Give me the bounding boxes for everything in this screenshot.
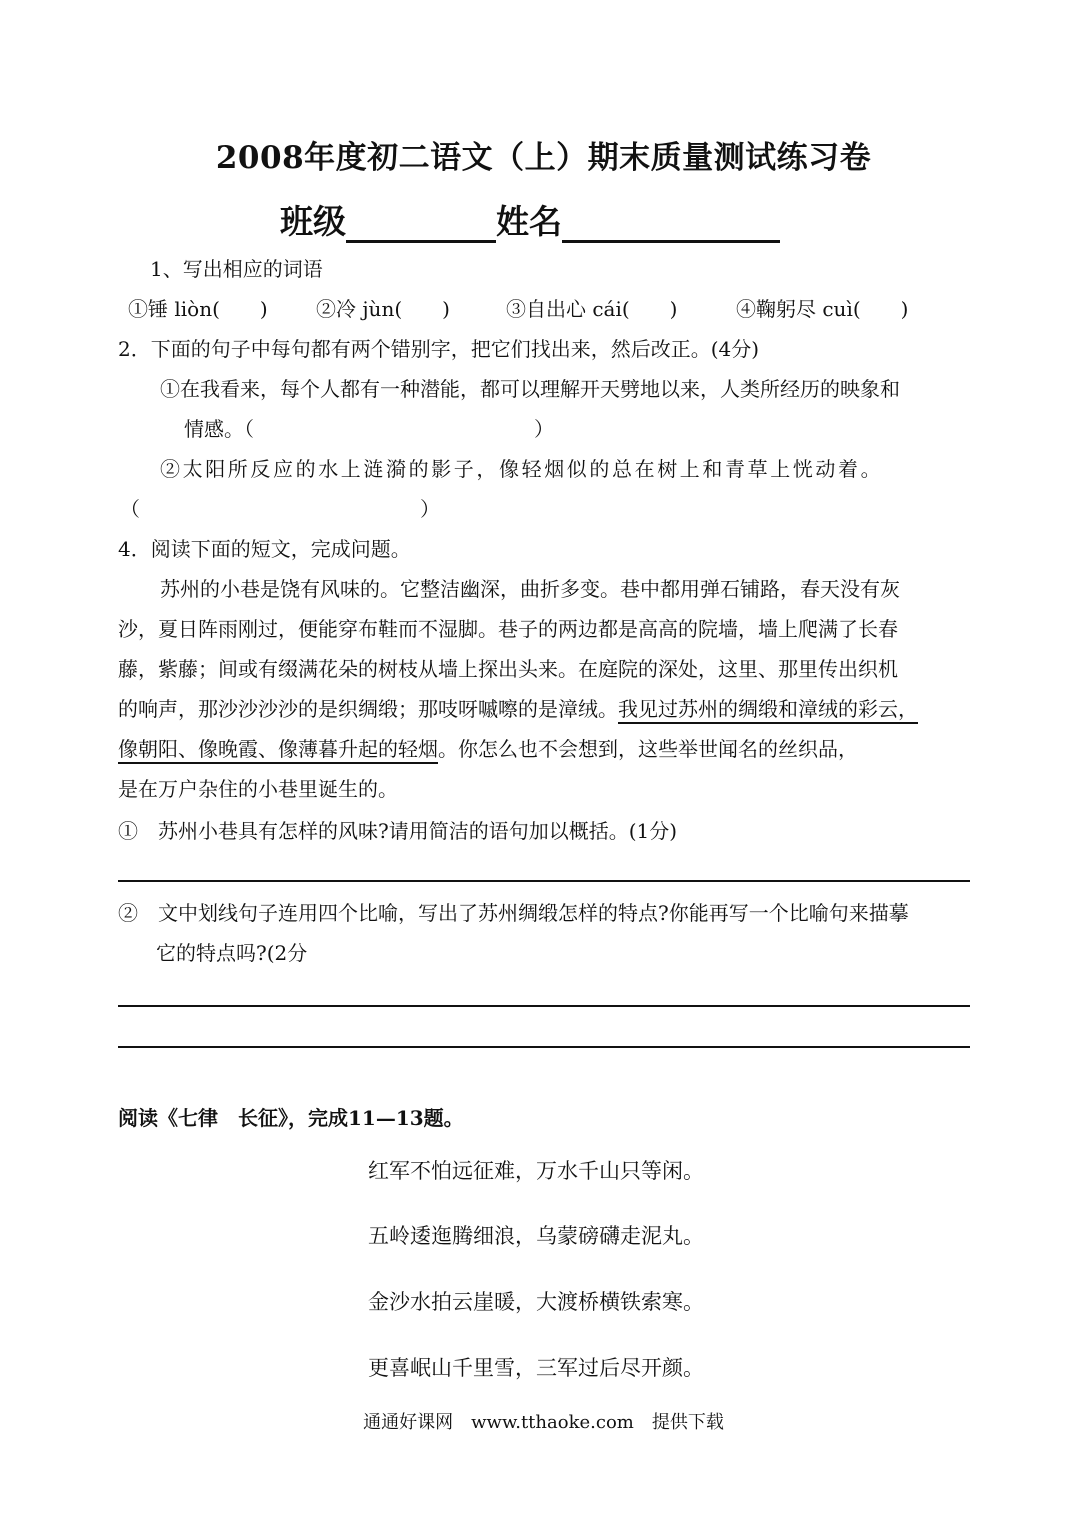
passage-line-6: 是在万户杂住的小巷里诞生的。: [118, 777, 398, 801]
q4-sub-question-2-line-1: ② 文中划线句子连用四个比喻，写出了苏州绸缎怎样的特点?你能再写一个比喻句来描摹: [118, 901, 909, 925]
name-label: 姓名: [496, 202, 562, 241]
q1-item-1: ①锤 liòn( ): [128, 297, 268, 321]
student-info-row: [280, 196, 780, 243]
q2-sentence-1-line-2: 情感。（ ）: [184, 417, 554, 441]
passage-line-1: 苏州的小巷是饶有风味的。它整洁幽深，曲折多变。巷中都用弹石铺路，春天没有灰: [160, 577, 900, 601]
q2-sentence-1-line-1: ①在我看来，每个人都有一种潜能，都可以理解开天劈地以来，人类所经历的映象和: [160, 377, 900, 401]
q4-sub-question-1: ① 苏州小巷具有怎样的风味?请用简洁的语句加以概括。(1分): [118, 819, 678, 843]
poem-line-1: 红军不怕远征难，万水千山只等闲。: [368, 1159, 704, 1183]
q1-heading: 1、写出相应的词语: [150, 257, 323, 281]
q4-sub-question-2-line-2: 它的特点吗?(2分: [156, 941, 308, 965]
passage-line-4: [118, 696, 918, 722]
answer-line-2[interactable]: [118, 1005, 970, 1007]
poem-line-4: 更喜岷山千里雪，三军过后尽开颜。: [368, 1356, 704, 1380]
q2-sentence-2-line-1: ②太阳所反应的水上涟漪的影子，像轻烟似的总在树上和青草上恍动着。: [160, 457, 884, 481]
q1-item-3: ③自出心 cái( ): [506, 297, 678, 321]
q1-item-4: ④鞠躬尽 cuì( ): [736, 297, 909, 321]
poem-line-2: 五岭逶迤腾细浪，乌蒙磅礴走泥丸。: [368, 1224, 704, 1248]
footer-text: 通通好课网 www.tthaoke.com 提供下载: [363, 1412, 724, 1433]
passage-line-5-text: 。你怎么也不会想到，这些举世闻名的丝织品，: [438, 737, 858, 761]
underlined-sentence-part-2: 像朝阳、像晚霞、像薄暮升起的轻烟: [118, 737, 438, 764]
underlined-sentence-part-1: 我见过苏州的绸缎和漳绒的彩云，: [618, 697, 918, 724]
name-field[interactable]: [562, 206, 780, 243]
passage-line-4-text: 的响声，那沙沙沙沙的是织绸缎；那吱呀嘁嚓的是漳绒。: [118, 697, 618, 721]
answer-line-3[interactable]: [118, 1046, 970, 1048]
q2-sentence-2-line-2: （ ）: [120, 497, 440, 521]
answer-line-1[interactable]: [118, 880, 970, 882]
q1-item-2: ②冷 jùn( ): [316, 297, 450, 321]
q2-heading: 2．下面的句子中每句都有两个错别字，把它们找出来，然后改正。(4分): [118, 337, 760, 361]
class-label: 班级: [280, 202, 346, 241]
poem-section-heading: 阅读《七律 长征》，完成11—13题。: [118, 1106, 464, 1130]
passage-line-3: 藤，紫藤；间或有缀满花朵的树枝从墙上探出头来。在庭院的深处，这里、那里传出织机: [118, 657, 898, 681]
page-title: 2008年度初二语文（上）期末质量测试练习卷: [215, 140, 872, 176]
q4-heading: 4．阅读下面的短文，完成问题。: [118, 537, 411, 561]
passage-line-2: 沙，夏日阵雨刚过，便能穿布鞋而不湿脚。巷子的两边都是高高的院墙，墙上爬满了长春: [118, 617, 898, 641]
passage-line-5: [118, 736, 858, 762]
class-field[interactable]: [346, 206, 496, 243]
poem-line-3: 金沙水拍云崖暖，大渡桥横铁索寒。: [368, 1290, 704, 1314]
